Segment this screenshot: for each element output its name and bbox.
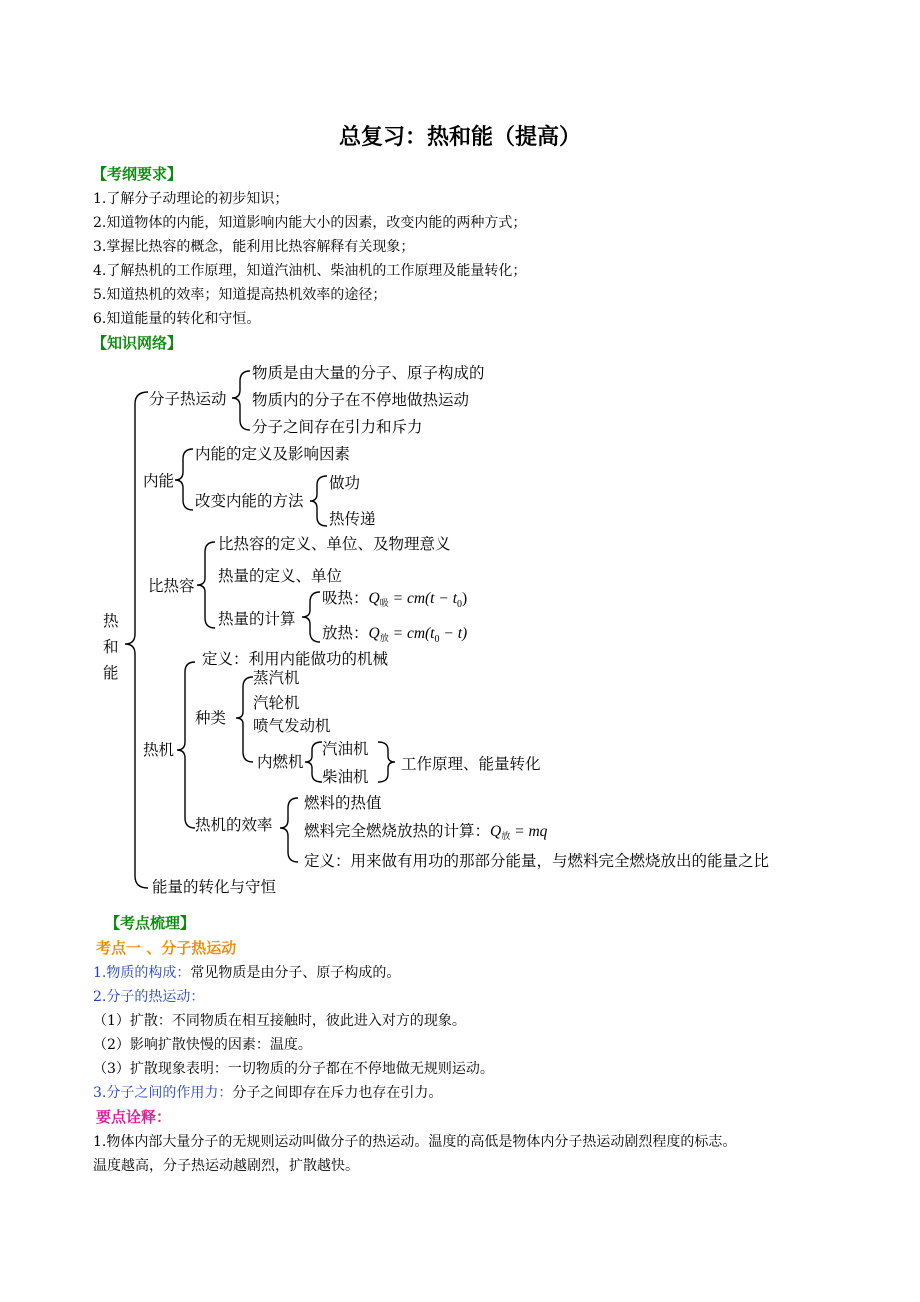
syllabus-item: 3.掌握比热容的概念，能利用比热容解释有关现象；	[93, 239, 415, 255]
conservation-label: 能量的转化与守恒	[152, 878, 277, 896]
engine-brace	[177, 662, 195, 828]
types-brace	[236, 677, 253, 762]
method-item: 做功	[329, 474, 361, 492]
efficiency-item: 定义：用来做有用功的那部分能量，与燃料完全燃烧放出的能量之比	[304, 852, 770, 870]
engine-type: 汽轮机	[253, 694, 300, 712]
ice-label: 内燃机	[257, 753, 304, 771]
point-1	[93, 962, 400, 982]
root-char: 热	[103, 612, 119, 630]
specific-heat-item: 热量的计算	[218, 610, 296, 628]
specific-heat-brace	[197, 542, 215, 628]
point-3-text: 分子之间即存在斥力也存在引力。	[232, 1085, 443, 1101]
ice-type: 柴油机	[322, 768, 369, 786]
points-heading: 【考点梳理】	[105, 914, 196, 932]
heat-calc-brace	[302, 592, 320, 642]
syllabus-item: 5.知道热机的效率；知道提高热机效率的途径；	[93, 287, 387, 303]
ice-brace-left	[305, 742, 322, 782]
engine-definition: 定义：利用内能做功的机械	[202, 650, 389, 668]
types-label: 种类	[195, 709, 227, 727]
specific-heat-label: 比热容	[148, 577, 195, 595]
release-heat-formula: 放热：Q放 = $cm(t_0 - t)$	[322, 624, 468, 645]
engine-type: 喷气发动机	[253, 717, 331, 735]
root-char: 和	[103, 638, 119, 656]
syllabus-heading: 【考纲要求】	[92, 165, 183, 183]
point-2-label: 2.分子的热运动：	[93, 989, 205, 1005]
engine-type: 蒸汽机	[253, 669, 300, 687]
specific-heat-item: 热量的定义、单位	[218, 567, 343, 585]
efficiency-label: 热机的效率	[195, 816, 273, 834]
molecular-item: 物质内的分子在不停地做热运动	[252, 391, 470, 409]
explain-line: 温度越高，分子热运动越剧烈，扩散越快。	[93, 1158, 359, 1174]
method-item: 热传递	[329, 510, 376, 528]
engine-label: 热机	[143, 741, 175, 759]
topic-heading: 考点一 、分子热运动	[96, 939, 237, 957]
root-brace	[125, 392, 148, 888]
knowledge-network-diagram	[0, 350, 920, 905]
network-heading: 【知识网络】	[92, 334, 183, 352]
internal-brace	[175, 449, 193, 510]
molecular-item: 分子之间存在引力和斥力	[252, 418, 423, 436]
page-title: 总复习：热和能（提高）	[338, 125, 581, 150]
syllabus-item: 2.知道物体的内能，知道影响内能大小的因素，改变内能的两种方式；	[93, 215, 527, 231]
absorb-heat-formula: 吸热：Q吸 = $cm(t - t_0)$	[322, 589, 468, 610]
point-2-sub: （3）扩散现象表明：一切物质的分子都在不停地做无规则运动。	[93, 1061, 494, 1077]
root-char: 能	[103, 664, 119, 682]
point-3-label: 3.分子之间的作用力：	[93, 1085, 233, 1101]
internal-item: 内能的定义及影响因素	[195, 445, 351, 463]
syllabus-item: 4.了解热机的工作原理，知道汽油机、柴油机的工作原理及能量转化；	[93, 263, 527, 279]
efficiency-brace	[280, 798, 298, 862]
molecular-item: 物质是由大量的分子、原子构成的	[252, 364, 485, 382]
methods-brace	[310, 476, 327, 526]
efficiency-item: 燃料完全燃烧放热的计算：Q放 = mq	[304, 822, 548, 842]
explain-heading: 要点诠释：	[96, 1108, 172, 1126]
point-1-text: 常见物质是由分子、原子构成的。	[190, 965, 401, 981]
point-2-sub: （1）扩散：不同物质在相互接触时，彼此进入对方的现象。	[93, 1013, 466, 1029]
point-2-sub: （2）影响扩散快慢的因素：温度。	[93, 1037, 312, 1053]
molecular-label: 分子热运动	[149, 390, 227, 408]
internal-label: 内能	[143, 472, 175, 490]
specific-heat-item: 比热容的定义、单位、及物理意义	[218, 535, 451, 553]
syllabus-item: 1.了解分子动理论的初步知识；	[93, 191, 289, 207]
efficiency-item: 燃料的热值	[304, 794, 382, 812]
ice-type: 汽油机	[322, 740, 369, 758]
internal-item: 改变内能的方法	[195, 492, 304, 510]
molecular-brace	[232, 371, 250, 430]
ice-note: 工作原理、能量转化	[401, 755, 541, 773]
explain-line: 1.物体内部大量分子的无规则运动叫做分子的热运动。温度的高低是物体内分子热运动剧烈程度的标志。	[93, 1134, 737, 1150]
syllabus-item: 6.知道能量的转化和守恒。	[93, 311, 261, 327]
point-1-label: 1.物质的构成：	[93, 965, 191, 981]
ice-brace-right	[378, 742, 395, 782]
point-3	[93, 1082, 442, 1102]
